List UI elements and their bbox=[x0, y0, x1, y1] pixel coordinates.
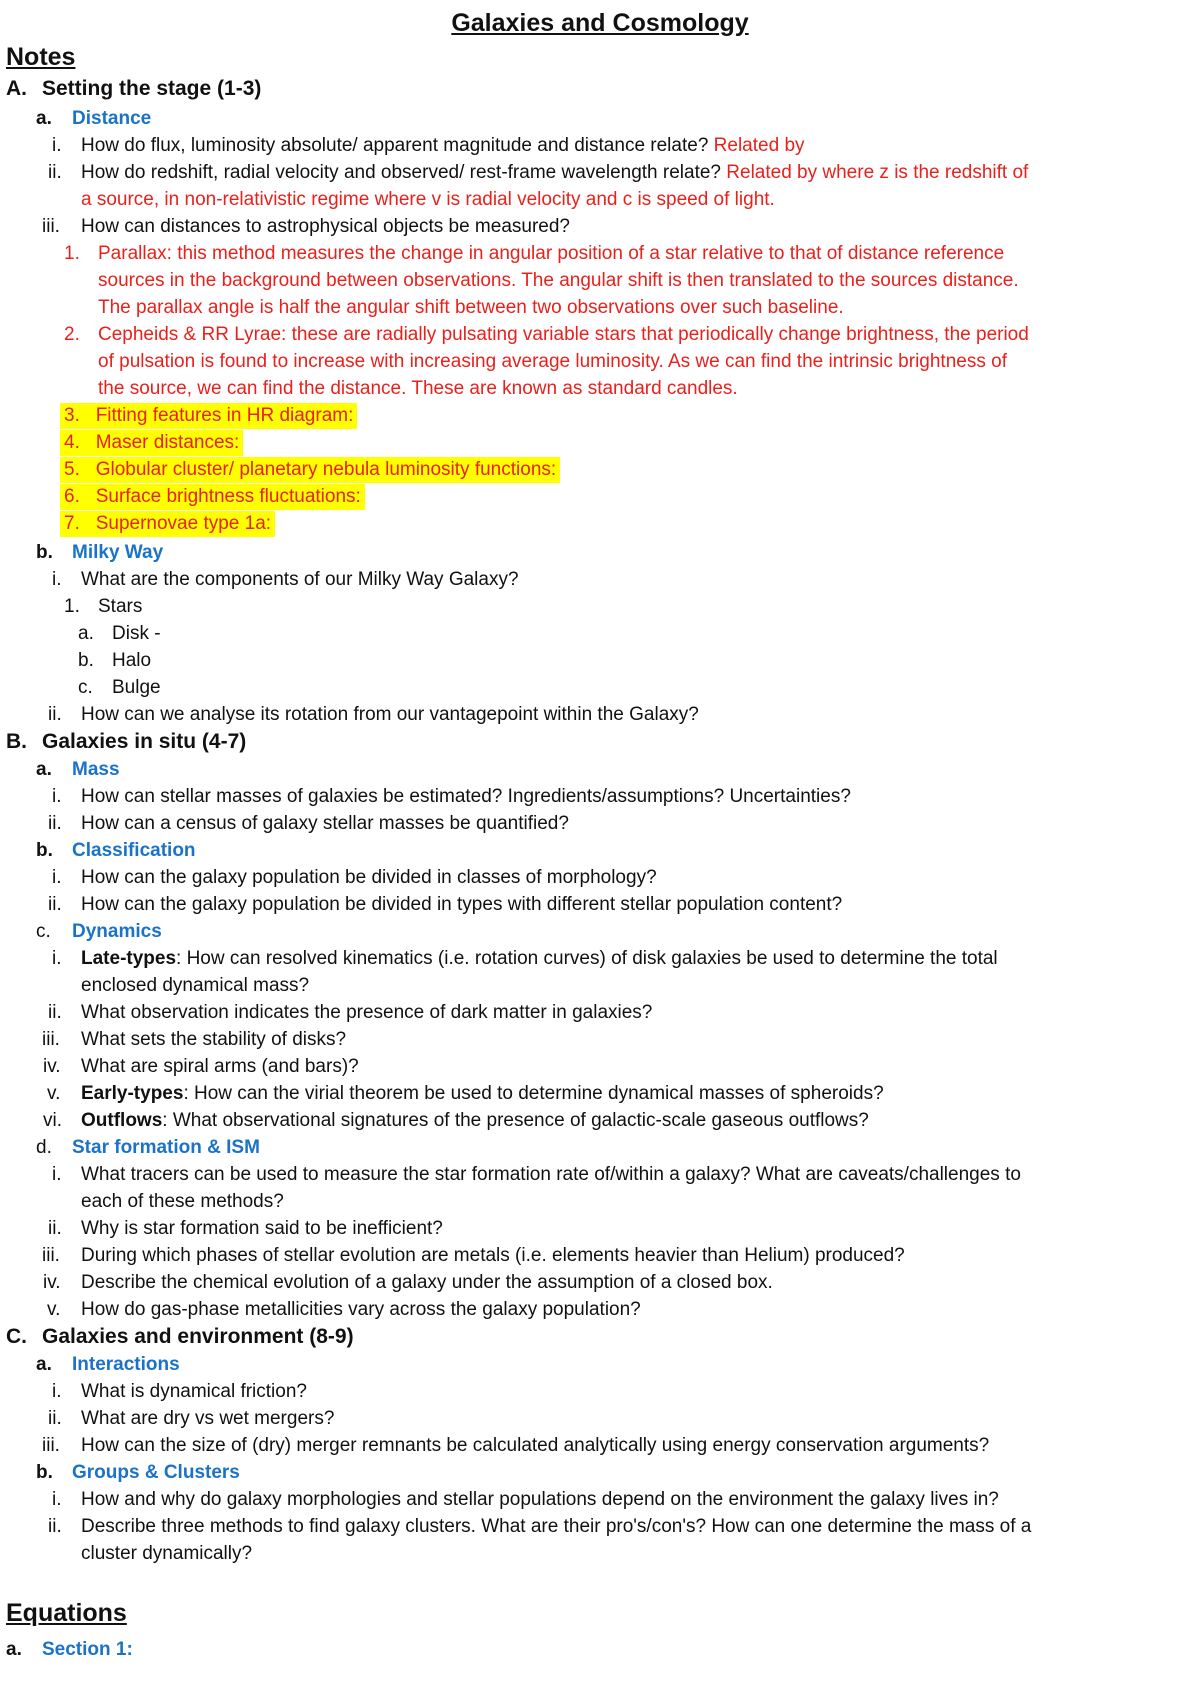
item-text: Disk - bbox=[112, 623, 161, 644]
question-number: iii. bbox=[42, 216, 60, 237]
subsection-label: a. bbox=[6, 1639, 22, 1660]
section-a-title: Setting the stage (1-3) bbox=[42, 77, 262, 100]
question-text: Why is star formation said to be inefficient? bbox=[81, 1218, 443, 1239]
question-number: i. bbox=[52, 135, 62, 156]
method-number: 2. bbox=[64, 324, 80, 345]
question-text: What tracers can be used to measure the star formation rate of/within a galaxy? What are caveats/challenges to bbox=[81, 1164, 1021, 1185]
subsection-star-formation-title: Star formation & ISM bbox=[72, 1137, 260, 1158]
question-text: How can the galaxy population be divided in types with different stellar population content? bbox=[81, 894, 843, 915]
question-text: How can a census of galaxy stellar masses be quantified? bbox=[81, 813, 569, 834]
question-number: v. bbox=[47, 1299, 61, 1320]
question-number: iii. bbox=[42, 1029, 60, 1050]
question-text: How can the galaxy population be divided in classes of morphology? bbox=[81, 867, 657, 888]
subsection-label: b. bbox=[36, 542, 53, 563]
subsection-interactions-title: Interactions bbox=[72, 1354, 180, 1375]
question-number: i. bbox=[52, 786, 62, 807]
question-number: iv. bbox=[43, 1272, 61, 1293]
subsection-mass-title: Mass bbox=[72, 759, 120, 780]
question-number: ii. bbox=[48, 1218, 62, 1239]
question-number: iii. bbox=[42, 1435, 60, 1456]
method-highlighted: 6. Surface brightness fluctuations: bbox=[60, 484, 365, 510]
item-number: c. bbox=[78, 677, 93, 698]
question-number: vi. bbox=[43, 1110, 62, 1131]
subsection-label: b. bbox=[36, 1462, 53, 1483]
method-highlighted: 5. Globular cluster/ planetary nebula luminosity functions: bbox=[60, 457, 560, 483]
subsection-dynamics-title: Dynamics bbox=[72, 921, 162, 942]
method-text: of pulsation is found to increase with increasing average luminosity. As we can find the intrinsic brightness of bbox=[98, 351, 1007, 372]
section-a-label: A. bbox=[6, 77, 27, 100]
question-text: What is dynamical friction? bbox=[81, 1381, 307, 1402]
section-b-title: Galaxies in situ (4-7) bbox=[42, 730, 247, 753]
question-text: How can stellar masses of galaxies be estimated? Ingredients/assumptions? Uncertainties? bbox=[81, 786, 851, 807]
section-b-label: B. bbox=[6, 730, 27, 753]
question-number: ii. bbox=[48, 1516, 62, 1537]
notes-heading: Notes bbox=[6, 43, 76, 71]
equations-heading: Equations bbox=[6, 1599, 127, 1627]
question-number: ii. bbox=[48, 704, 62, 725]
section-c-title: Galaxies and environment (8-9) bbox=[42, 1325, 354, 1348]
subsection-groups-clusters-title: Groups & Clusters bbox=[72, 1462, 240, 1483]
question-text: Outflows: What observational signatures of the presence of galactic-scale gaseous outflows? bbox=[81, 1110, 869, 1131]
question-text: each of these methods? bbox=[81, 1191, 284, 1212]
item-number: b. bbox=[78, 650, 94, 671]
question-text: Early-types: How can the virial theorem be used to determine dynamical masses of spheroids? bbox=[81, 1083, 884, 1104]
question-text: Describe three methods to find galaxy clusters. What are their pro's/con's? How can one determine the mass of a bbox=[81, 1516, 1032, 1537]
question-text: How can the size of (dry) merger remnants be calculated analytically using energy conservation arguments? bbox=[81, 1435, 990, 1456]
subsection-classification-title: Classification bbox=[72, 840, 196, 861]
question-text: Describe the chemical evolution of a galaxy under the assumption of a closed box. bbox=[81, 1272, 773, 1293]
question-text: How can we analyse its rotation from our vantagepoint within the Galaxy? bbox=[81, 704, 699, 725]
question-number: iv. bbox=[43, 1056, 61, 1077]
question-number: i. bbox=[52, 867, 62, 888]
question-text: During which phases of stellar evolution are metals (i.e. elements heavier than Helium) produced? bbox=[81, 1245, 905, 1266]
item-text: Stars bbox=[98, 596, 143, 617]
subsection-milky-way-title: Milky Way bbox=[72, 542, 164, 563]
question-text: How and why do galaxy morphologies and stellar populations depend on the environment the galaxy lives in? bbox=[81, 1489, 999, 1510]
item-text: Bulge bbox=[112, 677, 161, 698]
question-number: i. bbox=[52, 1381, 62, 1402]
question-text: What sets the stability of disks? bbox=[81, 1029, 347, 1050]
item-number: 1. bbox=[64, 596, 80, 617]
method-text: The parallax angle is half the angular shift between two observations over such baseline. bbox=[98, 297, 844, 318]
question-number: ii. bbox=[48, 162, 62, 183]
question-text: How do gas-phase metallicities vary across the galaxy population? bbox=[81, 1299, 641, 1320]
method-number: 1. bbox=[64, 243, 80, 264]
question-number: ii. bbox=[48, 813, 62, 834]
question-number: i. bbox=[52, 948, 62, 969]
question-text: What are dry vs wet mergers? bbox=[81, 1408, 335, 1429]
method-text: sources in the background between observations. The angular shift is then translated to the sources distance. bbox=[98, 270, 1019, 291]
question-text: What observation indicates the presence of dark matter in galaxies? bbox=[81, 1002, 653, 1023]
subsection-label: b. bbox=[36, 840, 53, 861]
subsection-label: a. bbox=[36, 1354, 52, 1375]
question-number: ii. bbox=[48, 894, 62, 915]
question-number: ii. bbox=[48, 1002, 62, 1023]
subsection-section1-title: Section 1: bbox=[42, 1639, 133, 1660]
subsection-distance-title: Distance bbox=[72, 108, 152, 129]
method-text: Cepheids & RR Lyrae: these are radially pulsating variable stars that periodically change brightness, the period bbox=[98, 324, 1029, 345]
question-text: How can distances to astrophysical objects be measured? bbox=[81, 216, 570, 237]
question-text: What are the components of our Milky Way Galaxy? bbox=[81, 569, 519, 590]
method-text: the source, we can find the distance. These are known as standard candles. bbox=[98, 378, 738, 399]
subsection-label: a. bbox=[36, 108, 52, 129]
question-number: i. bbox=[52, 1489, 62, 1510]
question-text: How do flux, luminosity absolute/ apparent magnitude and distance relate? Related by bbox=[81, 135, 805, 156]
method-text: Parallax: this method measures the change in angular position of a star relative to that of distance reference bbox=[98, 243, 1005, 264]
item-text: Halo bbox=[112, 650, 152, 671]
subsection-label: c. bbox=[36, 921, 51, 942]
subsection-label: a. bbox=[36, 759, 52, 780]
question-text: Late-types: How can resolved kinematics (i.e. rotation curves) of disk galaxies be used to determine the total bbox=[81, 948, 998, 969]
question-number: i. bbox=[52, 1164, 62, 1185]
question-number: ii. bbox=[48, 1408, 62, 1429]
method-highlighted: 4. Maser distances: bbox=[60, 430, 243, 456]
question-text: What are spiral arms (and bars)? bbox=[81, 1056, 359, 1077]
document-title: Galaxies and Cosmology bbox=[451, 9, 749, 37]
section-c-label: C. bbox=[6, 1325, 27, 1348]
question-number: v. bbox=[47, 1083, 61, 1104]
subsection-label: d. bbox=[36, 1137, 52, 1158]
question-number: iii. bbox=[42, 1245, 60, 1266]
question-text: cluster dynamically? bbox=[81, 1543, 253, 1564]
question-text: How do redshift, radial velocity and observed/ rest-frame wavelength relate? Related by where z is the redshift of bbox=[81, 162, 1029, 183]
method-highlighted: 7. Supernovae type 1a: bbox=[60, 511, 275, 537]
item-number: a. bbox=[78, 623, 94, 644]
question-number: i. bbox=[52, 569, 62, 590]
answer-text: a source, in non-relativistic regime where v is radial velocity and c is speed of light. bbox=[81, 189, 775, 210]
question-text: enclosed dynamical mass? bbox=[81, 975, 310, 996]
method-highlighted: 3. Fitting features in HR diagram: bbox=[60, 403, 357, 429]
